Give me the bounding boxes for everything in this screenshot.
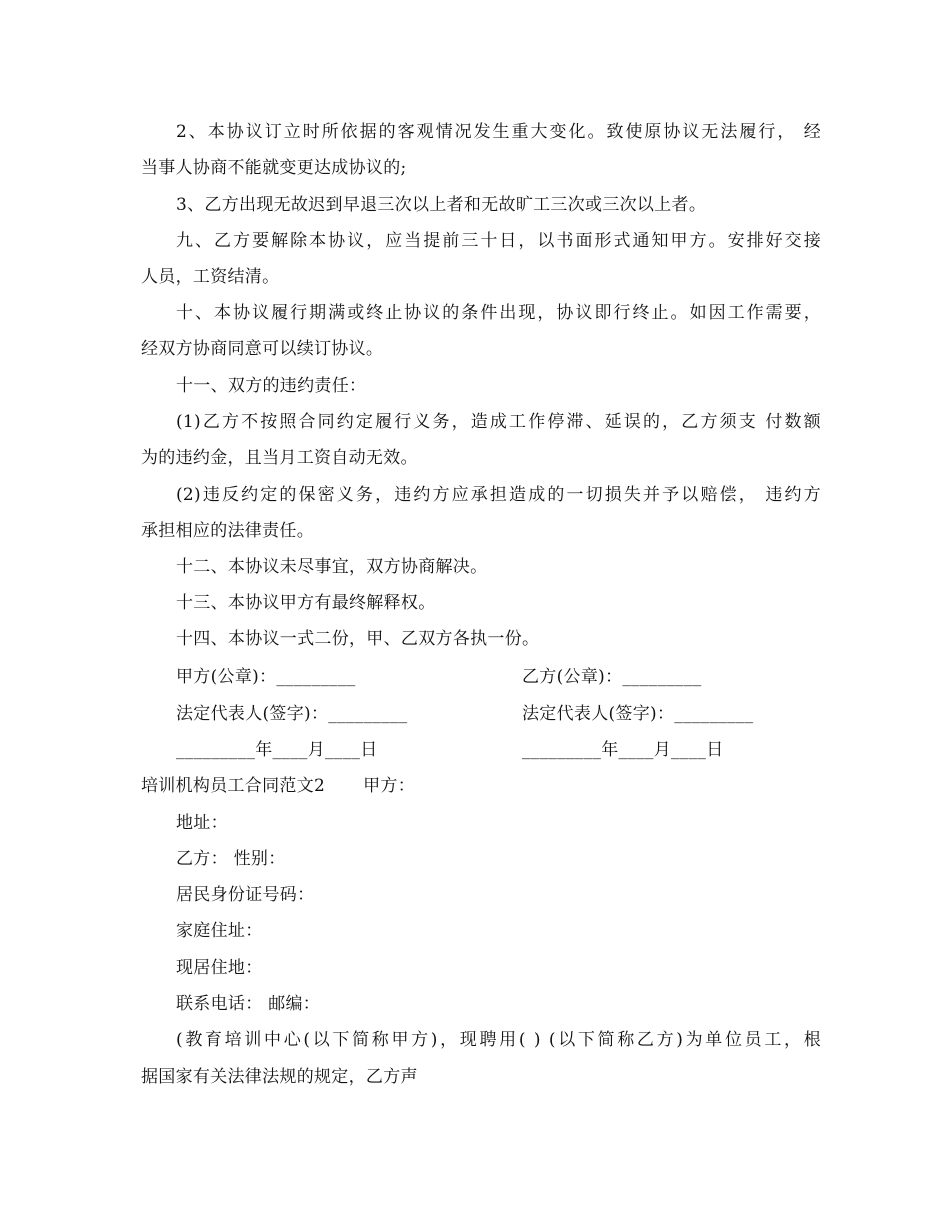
address-field: 地址：	[176, 813, 228, 833]
party-b-date-line: _________年____月____日	[522, 740, 724, 760]
home-address-field: 家庭住址：	[176, 921, 263, 941]
id-number-field: 居民身份证号码：	[176, 885, 315, 905]
phone-postcode-field: 联系电话： 邮编：	[176, 994, 321, 1014]
section-heading: 十一、双方的违约责任：	[176, 376, 367, 396]
party-b-seal-line: 乙方(公章)：_________	[522, 667, 702, 687]
party-b-representative-line: 法定代表人(签字)：_________	[522, 704, 754, 724]
paragraph-line: 3、乙方出现无故迟到早退三次以上者和无故旷工三次或三次以上者。	[176, 195, 707, 215]
paragraph-line: 九、乙方要解除本协议，应当提前三十日，以书面形式通知甲方。安排好交接	[176, 231, 821, 251]
party-a-label: 甲方：	[363, 776, 416, 796]
paragraph-line: 当事人协商不能就变更达成协议的;	[141, 158, 407, 178]
intro-line: (教育培训中心(以下简称甲方)，现聘用( ) (以下简称乙方)为单位员工，根	[176, 1030, 821, 1050]
party-a-date-line: _________年____月____日	[176, 740, 378, 760]
paragraph-line: 十四、本协议一式二份，甲、乙双方各执一份。	[176, 629, 540, 649]
paragraph-line: 十、本协议履行期满或终止协议的条件出现，协议即行终止。如因工作需要，	[176, 303, 821, 323]
paragraph-line: 2、本协议订立时所依据的客观情况发生重大变化。致使原协议无法履行， 经	[176, 122, 821, 142]
party-b-gender-field: 乙方： 性别：	[176, 849, 286, 869]
intro-line: 据国家有关法律法规的规定，乙方声	[141, 1067, 418, 1087]
paragraph-line: 承担相应的法律责任。	[141, 521, 314, 541]
current-residence-field: 现居住地：	[176, 958, 263, 978]
party-a-seal-line: 甲方(公章)：_________	[176, 667, 356, 687]
paragraph-line: 人员，工资结清。	[141, 267, 280, 287]
paragraph-line: 十三、本协议甲方有最终解释权。	[176, 593, 436, 613]
party-a-representative-line: 法定代表人(签字)：_________	[176, 704, 408, 724]
contract-title-line	[141, 775, 821, 797]
paragraph-line: (2)违反约定的保密义务，违约方应承担造成的一切损失并予以赔偿， 违约方	[176, 485, 821, 505]
paragraph-line: 十二、本协议未尽事宜，双方协商解决。	[176, 557, 488, 577]
paragraph-line: (1)乙方不按照合同约定履行义务，造成工作停滞、延误的，乙方须支 付数额	[176, 412, 821, 432]
paragraph-line: 为的违约金，且当月工资自动无效。	[141, 448, 418, 468]
paragraph-line: 经双方协商同意可以续订协议。	[141, 339, 384, 359]
contract-title: 培训机构员工合同范文2	[141, 776, 326, 796]
